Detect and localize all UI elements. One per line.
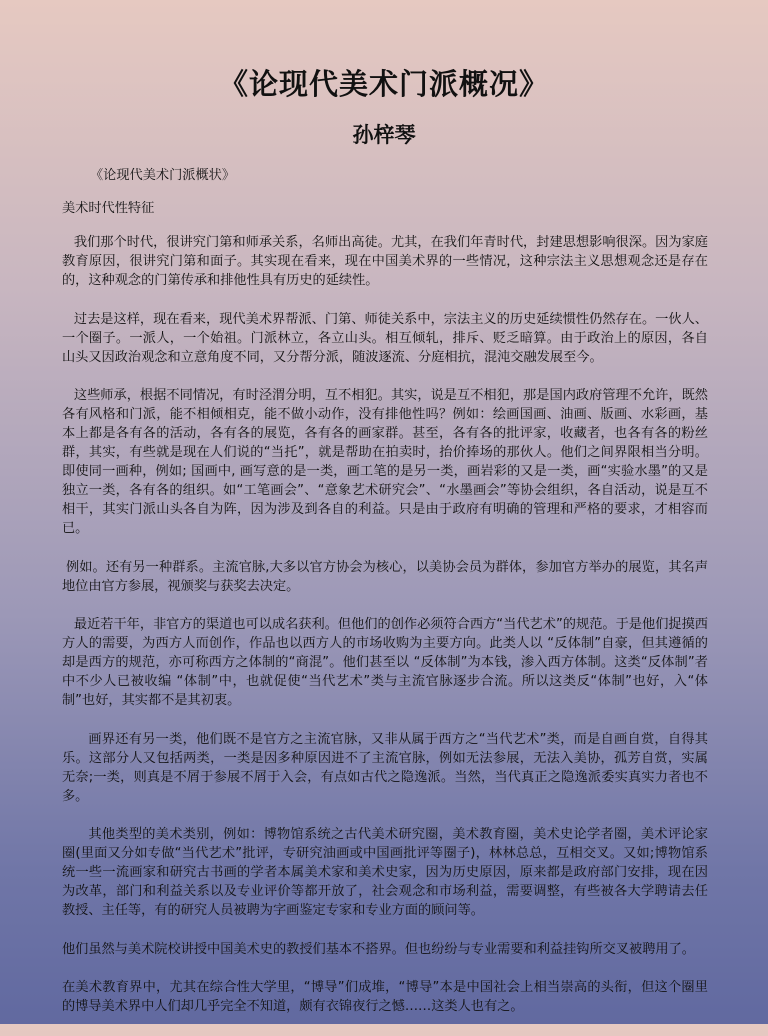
paragraph: 其他类型的美术类别，例如：博物馆系统之古代美术研究圈，美术教育圈，美术史论学者圈，美术评论家圈(里面又分如专做“当代艺术”批评，专研究油画或中国画批评等圈子)，林林总总，互相交叉。又如;博物馆系统一些一流画家和研究古书画的学者本属美术家和美术史家，因为历史原因，原来都是政府部门安排，现在因为改革，部门和利益关系以及专业评价等都开放了，社会观念和市场利益，需要调整，有些被各大学聘请去任教授、主任等，有的研究人员被聘为字画鉴定专家和专业方面的顾问等。 [62, 827, 708, 918]
paragraph: 过去是这样，现在看来，现代美术界帮派、门第、师徒关系中，宗法主义的历史延续惯性仍然存在。一伙人、一个圈子。一派人，一个始祖。门派林立，各立山头。相互倾轧，排斥、贬乏暗算。由于政治上的原因，各自山头又因政治观念和立意角度不同，又分帮分派，随波逐流、分庭相抗，混沌交融发展至今。 [62, 311, 708, 365]
document-subtitle: 《论现代美术门派概状》 [90, 168, 236, 183]
paragraph: 例如。还有另一种群系。主流官脉,大多以官方协会为核心，以美协会员为群体，参加官方举办的展览，其名声地位由官方参展，视颁奖与获奖去决定。 [62, 559, 708, 594]
document-author: 孙梓琴 [352, 123, 416, 147]
paragraph: 最近若干年，非官方的渠道也可以成名获利。但他们的创作必须符合西方“当代艺术”的规范。于是他们捉摸西方人的需要，为西方人而创作，作品也以西方人的市场收购为主要方向。此类人以 “反体制”自豪，但其遵循的却是西方的规范，亦可称西方之体制的“商混”。他们甚至以 “反体制”为本钱，渗入西方体制。这类“反体制”者中不少人已被收编 “体制”中，也就促使“当代艺术”类与主流官脉逐步合流。所以这类反“体制”也好，入“体制”也好，其实都不是其初衷。 [62, 617, 708, 708]
document-title: 《论现代美术门派概况》 [218, 67, 549, 101]
paragraph: 他们虽然与美术院校讲授中国美术史的教授们基本不搭界。但也纷纷与专业需要和利益挂钩所交叉被聘用了。 [62, 941, 695, 957]
paragraph: 在美术教育界中，尤其在综合性大学里，“博导”们成堆，“博导”本是中国社会上相当崇高的头衔，但这个圈里的博导美术界中人们却几乎完全不知道，颇有衣锦夜行之憾……这类人也有之。 [62, 980, 708, 1014]
document-body [62, 166, 708, 1036]
paragraph: 这些师承，根据不同情况，有时泾渭分明，互不相犯。其实，说是互不相犯，那是国内政府管理不允许，既然各有风格和门派，能不相倾相克，能不做小动作，没有排他性吗？例如：绘画国画、油画、版画、水彩画，基本上都是各有各的活动，各有各的展览，各有各的画家群。甚至，各有各的批评家，收藏者，也各有各的粉丝群，其实，有些就是现在人们说的“当托”，就是帮助在拍卖时，抬价捧场的那伙人。他们之间界限相当分明。即使同一画种，例如; 国画中, 画写意的是一类，画工笔的是另一类，画岩彩的又是一类，画“实验水墨”的又是独立一类，各有各的组织。如“工笔画会”、“意象艺术研究会”、“水墨画会”等协会组织，各自活动，说是互不相干，其实门派山头各自为阵，因为涉及到各自的利益。只是由于政府有明确的管理和严格的要求，才相容而已。 [62, 388, 708, 536]
section-heading: 美术时代性特征 [62, 201, 155, 216]
paragraph: 画界还有另一类，他们既不是官方之主流官脉，又非从属于西方之“当代艺术”类，而是自画自赏，自得其乐。这部分人又包括两类，一类是因多种原因进不了主流官脉，例如无法参展，无法入美协，孤芳自赏，实属无奈;一类，则真是不屑于参展不屑于入会，有点如古代之隐逸派。当然，当代真正之隐逸派委实真实力者也不多。 [62, 731, 708, 804]
paragraph: 我们那个时代，很讲究门第和师承关系，名师出高徒。尤其，在我们年青时代，封建思想影响很深。因为家庭教育原因，很讲究门第和面子。其实现在看来，现在中国美术界的一些情况，这种宗法主义思想观念还是存在的，这种观念的门第传承和排他性具有历史的延续性。 [62, 235, 708, 288]
